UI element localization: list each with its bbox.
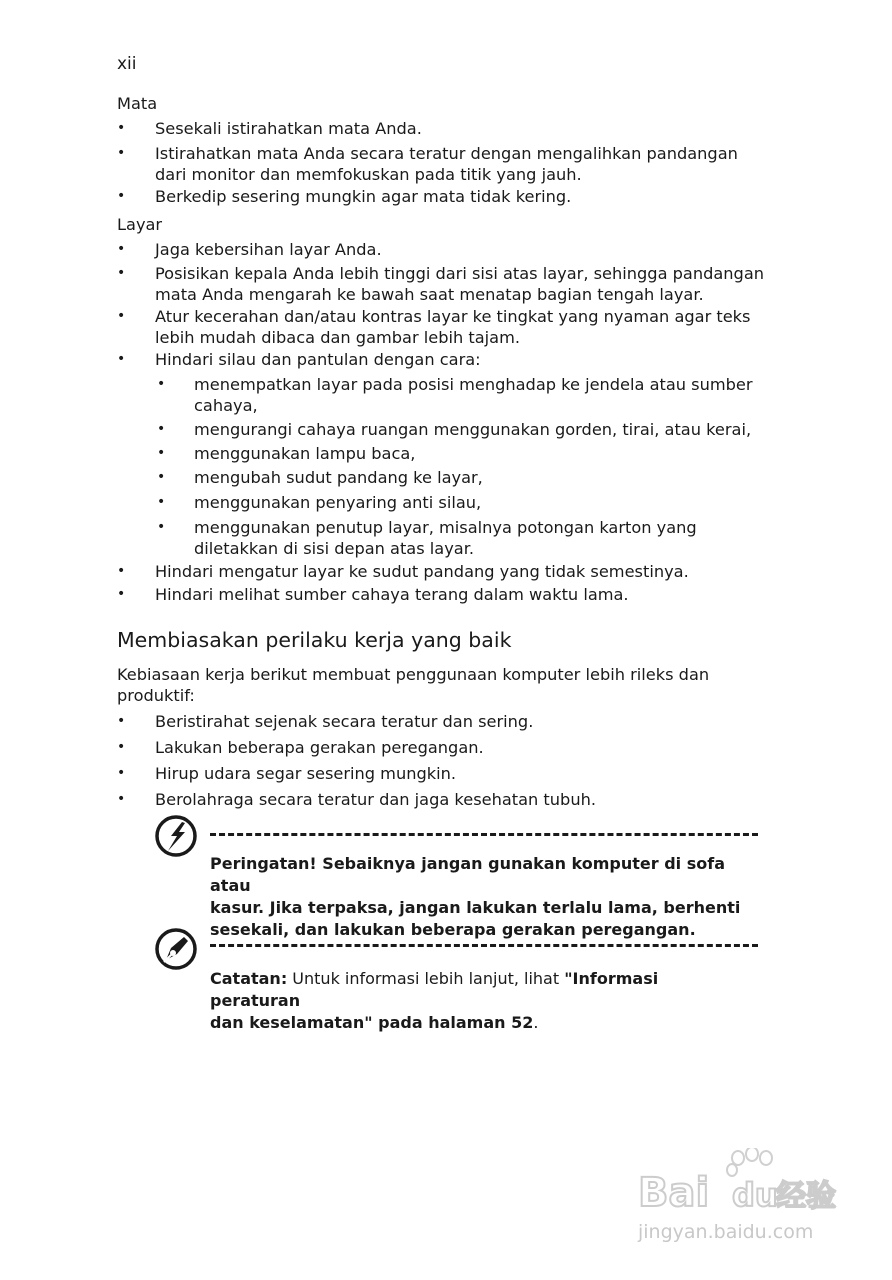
list-item [155,306,765,348]
warning-divider [210,833,758,836]
bullet: • [117,713,126,729]
watermark-brand: Bai [638,1170,710,1216]
bullet: • [117,791,126,807]
list-item: Lakukan beberapa gerakan peregangan. [155,738,484,757]
sub-list-item: mengubah sudut pandang ke layar, [194,468,483,487]
list-item-line: Posisikan kepala Anda lebih tinggi dari sisi atas layar, sehingga pandangan [155,264,764,283]
bullet: • [117,145,126,161]
sub-bullet: • [157,376,166,392]
note-label: Catatan: [210,969,288,988]
warning-text [210,853,750,941]
bullet: • [117,120,126,136]
list-item [155,143,765,185]
list-item-line: Atur kecerahan dan/atau kontras layar ke tingkat yang nyaman agar teks [155,307,751,326]
list-item-line: dari monitor dan memfokuskan pada titik yang jauh. [155,165,582,184]
list-item-line: lebih mudah dibaca dan gambar lebih tajam. [155,328,520,347]
list-item [155,263,765,305]
bullet: • [117,586,126,602]
list-item-line: cahaya, [194,396,258,415]
baidu-watermark [636,1148,846,1248]
list-item: Hindari melihat sumber cahaya terang dalam waktu lama. [155,585,629,604]
note-icon [154,927,198,971]
note-body: Untuk informasi lebih lanjut, lihat [287,969,565,988]
list-item: Hirup udara segar sesering mungkin. [155,764,457,783]
note-reference[interactable]: "Informasi peraturan [210,969,659,1010]
intro-line: produktif: [117,686,195,705]
list-item-line: Istirahatkan mata Anda secara teratur dengan mengalihkan pandangan [155,144,738,163]
note-divider [210,944,758,947]
note-text [210,968,750,1034]
list-item: Berkedip sesering mungkin agar mata tidak kering. [155,187,572,206]
list-item-line: menggunakan penutup layar, misalnya potongan karton yang [194,518,697,537]
warning-line: kasur. Jika terpaksa, jangan lakukan terlalu lama, berhenti [210,898,741,917]
intro-line: Kebiasaan kerja berikut membuat penggunaan komputer lebih rileks dan [117,665,710,684]
list-item: Hindari mengatur layar ke sudut pandang yang tidak semestinya. [155,562,689,581]
bullet: • [117,308,126,324]
watermark-cn: 经验 [776,1179,836,1214]
list-item-line: mata Anda mengarah ke bawah saat menatap bagian tengah layar. [155,285,704,304]
subheading-mata: Mata [117,94,158,113]
list-item: Sesekali istirahatkan mata Anda. [155,119,422,138]
warning-icon [154,814,198,858]
warning-line: Peringatan! Sebaiknya jangan gunakan komputer di sofa atau [210,854,726,895]
list-item-line: diletakkan di sisi depan atas layar. [194,539,475,558]
section-intro [117,664,757,706]
section-heading: Membiasakan perilaku kerja yang baik [117,628,512,652]
bullet: • [117,241,126,257]
sub-list-item [194,517,769,559]
list-item: Jaga kebersihan layar Anda. [155,240,382,259]
list-item: Hindari silau dan pantulan dengan cara: [155,350,481,369]
list-item: Berolahraga secara teratur dan jaga kesehatan tubuh. [155,790,596,809]
list-item: Beristirahat sejenak secara teratur dan sering. [155,712,534,731]
bullet: • [117,765,126,781]
sub-list-item: menggunakan lampu baca, [194,444,416,463]
bullet: • [117,351,126,367]
sub-bullet: • [157,519,166,535]
list-item-line: menempatkan layar pada posisi menghadap ke jendela atau sumber [194,375,753,394]
warning-line: sesekali, dan lakukan beberapa gerakan peregangan. [210,920,696,939]
watermark-brand2: du [732,1176,778,1214]
sub-bullet: • [157,421,166,437]
note-reference[interactable]: dan keselamatan" pada halaman 52 [210,1013,534,1032]
sub-bullet: • [157,494,166,510]
bullet: • [117,188,126,204]
sub-bullet: • [157,445,166,461]
note-period: . [533,1013,539,1032]
sub-list-item [194,374,769,416]
bullet: • [117,563,126,579]
sub-list-item: menggunakan penyaring anti silau, [194,493,482,512]
page-number: xii [117,54,137,74]
watermark-url: jingyan.baidu.com [638,1221,814,1243]
sub-list-item: mengurangi cahaya ruangan menggunakan gorden, tirai, atau kerai, [194,420,752,439]
subheading-layar: Layar [117,215,163,234]
bullet: • [117,739,126,755]
sub-bullet: • [157,469,166,485]
bullet: • [117,265,126,281]
